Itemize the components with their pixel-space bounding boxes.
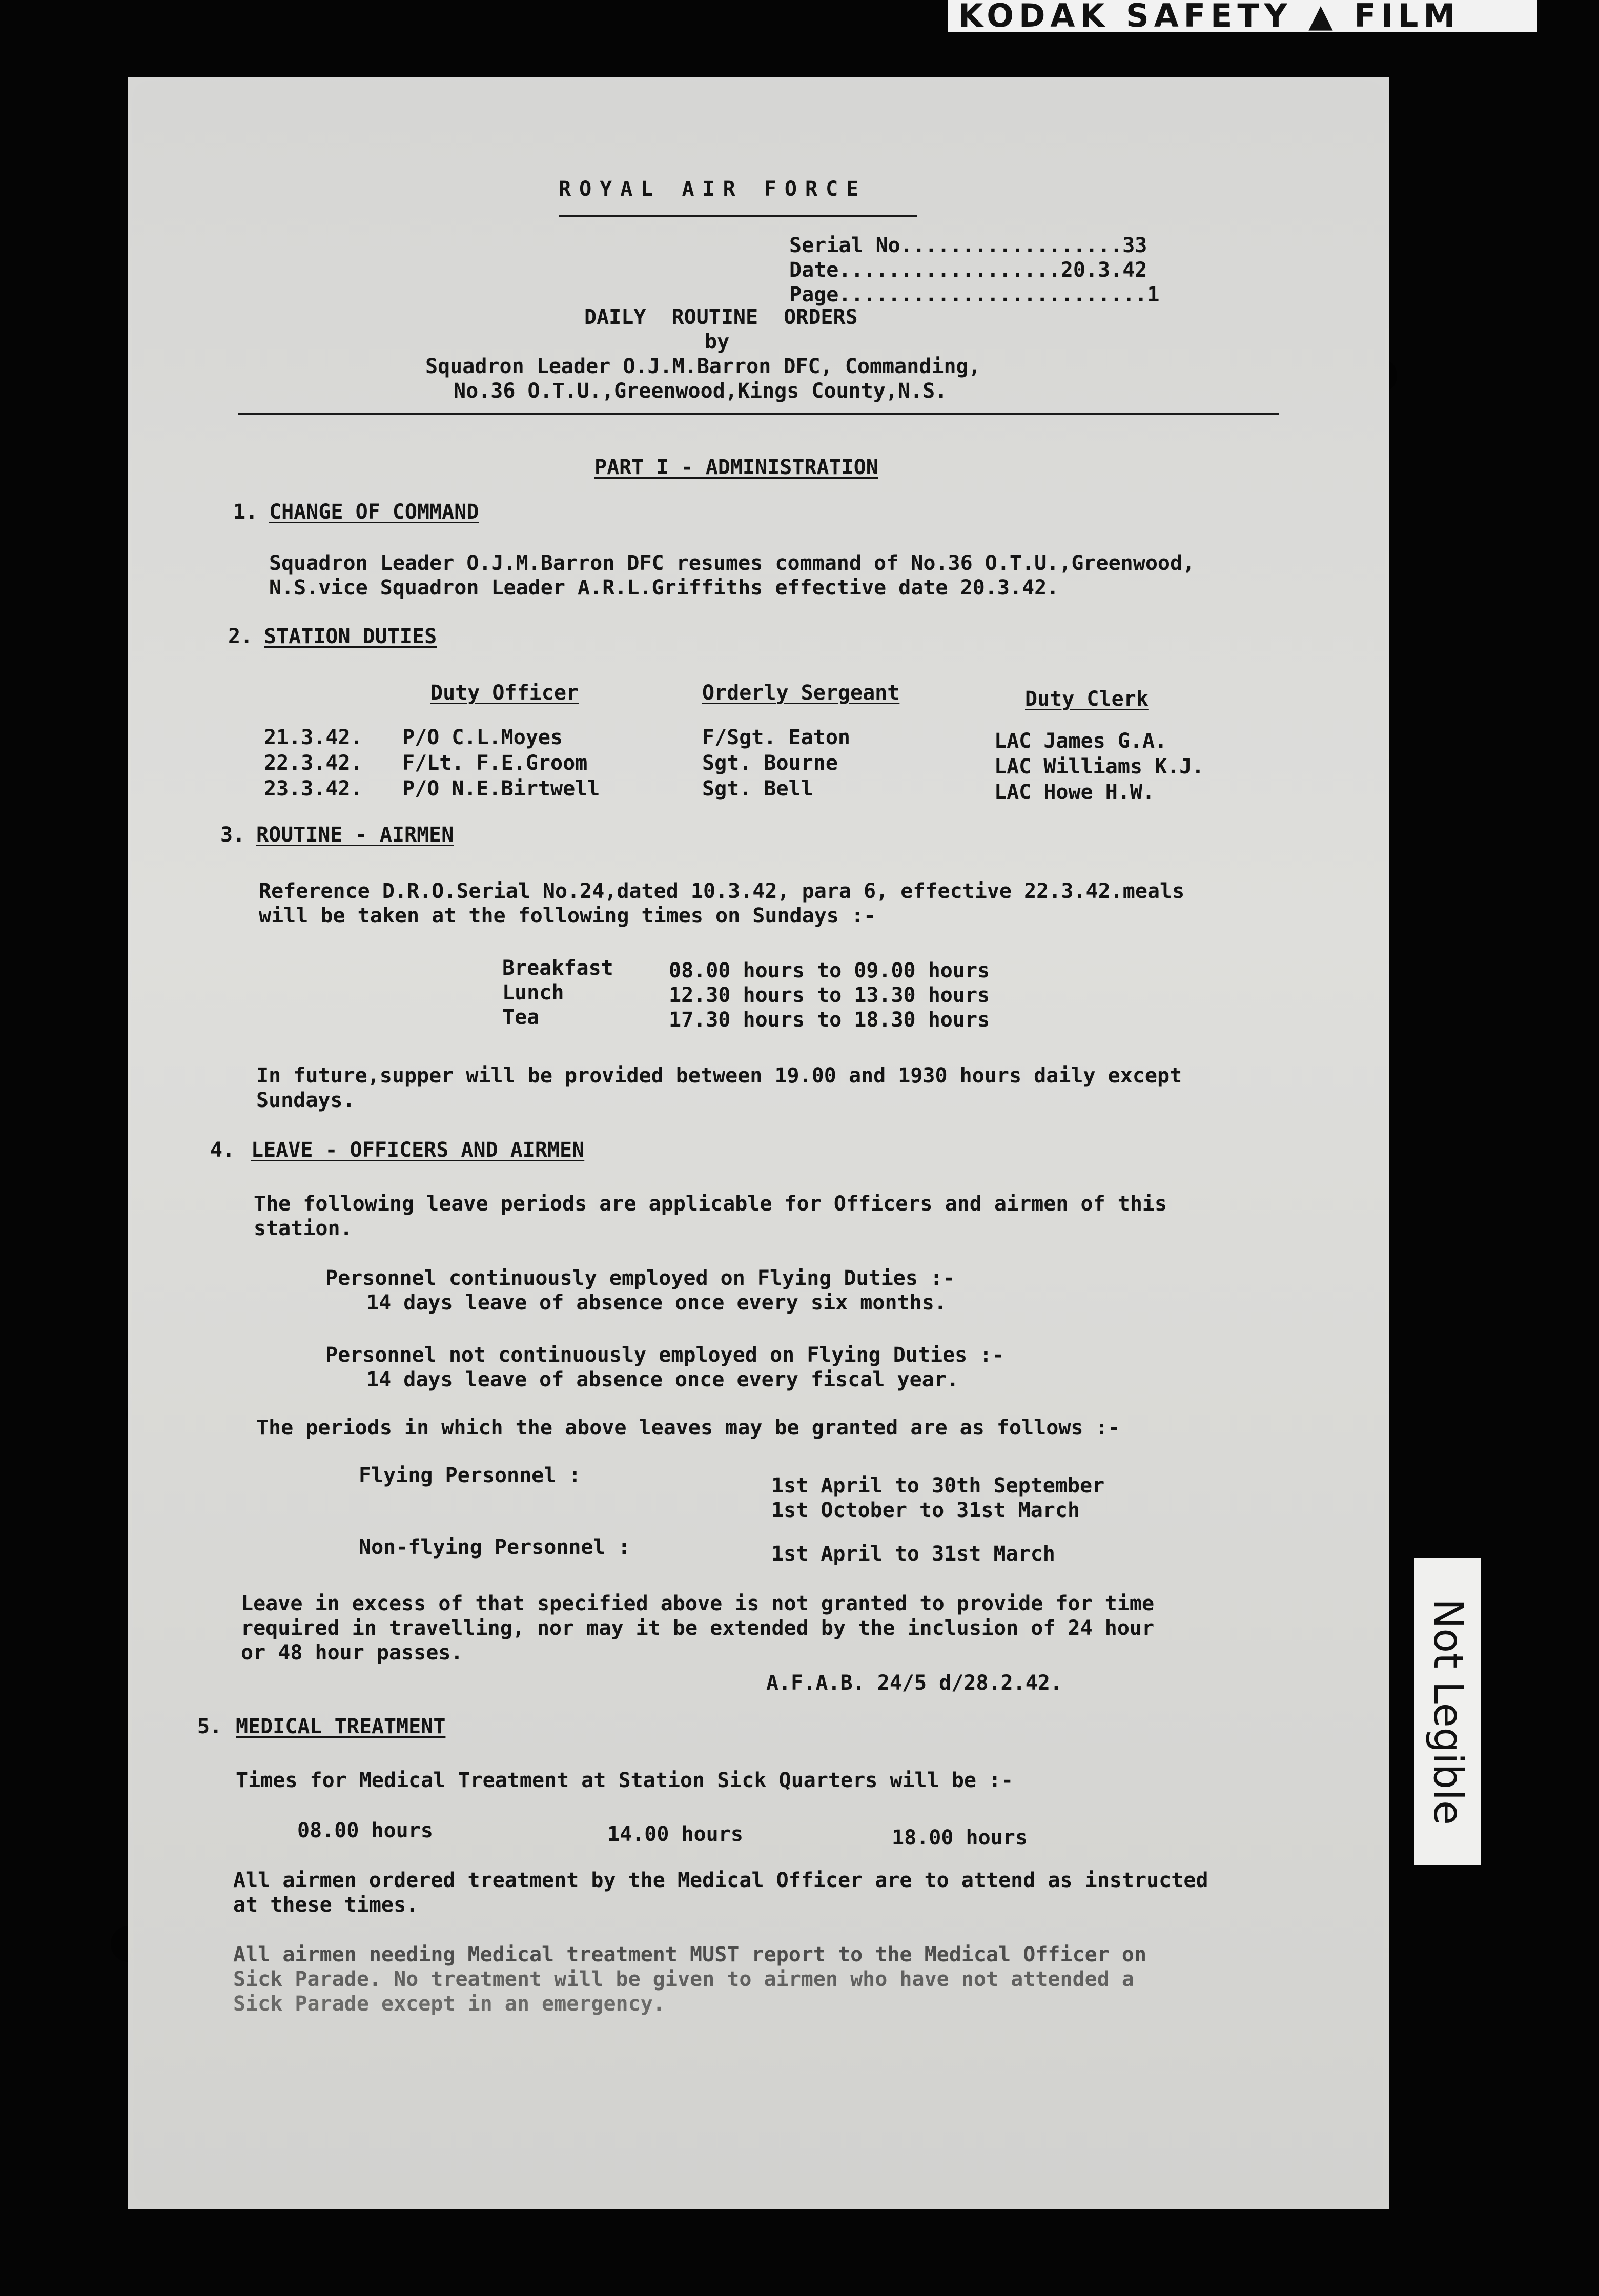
duty-date: 23.3.42. — [264, 777, 363, 801]
section-number: 5. — [197, 1715, 222, 1738]
paragraph-line: Times for Medical Treatment at Station Sick Quarters will be :- — [236, 1769, 1014, 1792]
section-number: 2. — [228, 625, 253, 648]
meal-name: Lunch — [502, 981, 564, 1004]
org-heading: ROYAL AIR FORCE — [559, 177, 867, 201]
paragraph-line: or 48 hour passes. — [241, 1641, 463, 1665]
part-title: PART I - ADMINISTRATION — [594, 456, 878, 479]
paragraph-line: at these times. — [233, 1893, 419, 1917]
paragraph-line: The periods in which the above leaves may be granted are as follows :- — [256, 1416, 1120, 1440]
period-range: 1st April to 30th September — [771, 1474, 1105, 1498]
orderly-sergeant: F/Sgt. Eaton — [702, 726, 850, 749]
period-range: 1st October to 31st March — [771, 1499, 1080, 1522]
section-title: MEDICAL TREATMENT — [236, 1715, 446, 1738]
duty-date: 21.3.42. — [264, 726, 363, 749]
paragraph-line: The following leave periods are applicable for Officers and airmen of this — [254, 1192, 1167, 1216]
paragraph-line: Sundays. — [256, 1089, 355, 1112]
paragraph-line: N.S.vice Squadron Leader A.R.L.Griffiths effective date 20.3.42. — [269, 576, 1059, 600]
section-number: 1. — [233, 500, 258, 524]
orderly-sergeant: Sgt. Bell — [702, 777, 813, 801]
paragraph-line: Reference D.R.O.Serial No.24,dated 10.3.42, para 6, effective 22.3.42.meals — [259, 879, 1185, 903]
duty-officer: P/O N.E.Birtwell — [402, 777, 600, 801]
duty-date: 22.3.42. — [264, 751, 363, 775]
leave-category: Personnel not continuously employed on Flying Duties :- — [325, 1343, 1004, 1367]
section-number: 3. — [220, 823, 245, 847]
paragraph-line: required in travelling, nor may it be extended by the inclusion of 24 hour — [241, 1616, 1155, 1640]
meal-time: 17.30 hours to 18.30 hours — [669, 1008, 990, 1032]
header-rule — [238, 413, 1279, 415]
authority-line-2: No.36 O.T.U.,Greenwood,Kings County,N.S. — [454, 379, 948, 403]
duty-clerk: LAC Howe H.W. — [994, 781, 1155, 804]
treatment-time: 08.00 hours — [297, 1819, 433, 1842]
period-label: Non-flying Personnel : — [359, 1535, 630, 1559]
meal-name: Tea — [502, 1006, 540, 1029]
period-label: Flying Personnel : — [359, 1464, 581, 1487]
page-number: Page.........................1 — [789, 283, 1160, 306]
paragraph-line: station. — [254, 1217, 353, 1240]
reference: A.F.A.B. 24/5 d/28.2.42. — [766, 1671, 1062, 1695]
order-date: Date..................20.3.42 — [789, 258, 1147, 282]
treatment-time: 18.00 hours — [892, 1826, 1028, 1850]
paragraph-line: Leave in excess of that specified above is not granted to provide for time — [241, 1592, 1155, 1615]
serial-number: Serial No..................33 — [789, 234, 1147, 257]
duty-officer: P/O C.L.Moyes — [402, 726, 563, 749]
paragraph-line: In future,supper will be provided between 19.00 and 1930 hours daily except — [256, 1064, 1182, 1088]
duty-officer: F/Lt. F.E.Groom — [402, 751, 588, 775]
by-line: by — [705, 330, 730, 354]
meal-time: 12.30 hours to 13.30 hours — [669, 983, 990, 1007]
leave-entitlement: 14 days leave of absence once every six months. — [366, 1291, 947, 1315]
section-title: LEAVE - OFFICERS AND AIRMEN — [251, 1138, 585, 1162]
column-header: Duty Clerk — [1025, 687, 1149, 711]
paragraph-line: All airmen needing Medical treatment MUST report to the Medical Officer on — [233, 1943, 1147, 1966]
column-header: Orderly Sergeant — [702, 681, 900, 705]
paragraph-line: Squadron Leader O.J.M.Barron DFC resumes command of No.36 O.T.U.,Greenwood, — [269, 551, 1195, 575]
orderly-sergeant: Sgt. Bourne — [702, 751, 838, 775]
paragraph-line: Sick Parade except in an emergency. — [233, 1992, 665, 2016]
document-page — [128, 77, 1389, 2209]
treatment-time: 14.00 hours — [607, 1822, 743, 1846]
section-title: ROUTINE - AIRMEN — [256, 823, 454, 847]
meal-time: 08.00 hours to 09.00 hours — [669, 959, 990, 982]
section-title: CHANGE OF COMMAND — [269, 500, 479, 524]
authority-line-1: Squadron Leader O.J.M.Barron DFC, Commanding, — [425, 355, 981, 378]
paragraph-line: Sick Parade. No treatment will be given to airmen who have not attended a — [233, 1967, 1134, 1991]
org-underline — [559, 215, 917, 217]
section-title: STATION DUTIES — [264, 625, 437, 648]
paragraph-line: will be taken at the following times on Sundays :- — [259, 904, 876, 928]
leave-entitlement: 14 days leave of absence once every fiscal year. — [366, 1368, 959, 1391]
film-edge-label: KODAK SAFETY ▲ FILM — [948, 0, 1537, 32]
period-range: 1st April to 31st March — [771, 1542, 1055, 1566]
not-legible-text: Not Legible — [1425, 1598, 1471, 1825]
column-header: Duty Officer — [430, 681, 579, 705]
leave-category: Personnel continuously employed on Flying Duties :- — [325, 1266, 955, 1290]
paragraph-line: All airmen ordered treatment by the Medical Officer are to attend as instructed — [233, 1869, 1208, 1892]
section-number: 4. — [210, 1138, 235, 1162]
duty-clerk: LAC Williams K.J. — [994, 755, 1204, 778]
duty-clerk: LAC James G.A. — [994, 729, 1167, 753]
document-title: DAILY ROUTINE ORDERS — [584, 305, 858, 329]
meal-name: Breakfast — [502, 956, 613, 980]
